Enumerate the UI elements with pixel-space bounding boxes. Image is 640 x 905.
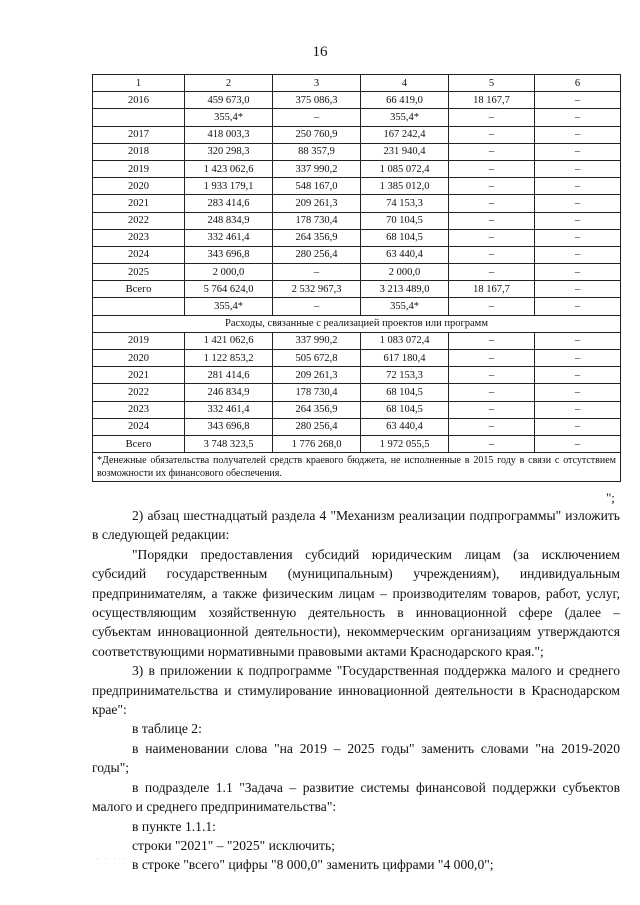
table-cell: 231 940,4 [361,143,449,160]
table-cell: 4 [361,75,449,92]
table-cell: 2 [185,75,273,92]
table-cell: – [535,92,621,109]
table-cell: – [535,401,621,418]
table-cell: 3 748 323,5 [185,435,273,452]
table-cell: 2024 [93,246,185,263]
paragraph-title-change: в наименовании слова "на 2019 – 2025 годы" заменить словами "на 2019-2020 годы"; [92,740,620,776]
table-cell: 355,4* [185,298,273,315]
table-cell: 18 167,7 [449,92,535,109]
table-cell: 2019 [93,160,185,177]
closing-quote: "; [606,490,615,505]
section-title: Расходы, связанные с реализацией проектов или программ [93,315,621,332]
table-cell: – [449,109,535,126]
table-cell: – [449,160,535,177]
scan-artifact: · · · · [96,855,127,864]
table-cell: 88 357,9 [273,143,361,160]
table-cell: – [449,126,535,143]
table-cell: 1 385 012,0 [361,178,449,195]
table-row [93,143,621,160]
table-row [93,401,621,418]
page-number: 16 [312,44,328,60]
table-cell: – [449,212,535,229]
table-cell: 355,4* [361,298,449,315]
table-cell: 1 423 062,6 [185,160,273,177]
table-cell: 1 421 062,6 [185,332,273,349]
table-cell: – [449,367,535,384]
table-cell: 63 440,4 [361,418,449,435]
table-cell: Всего [93,281,185,298]
table-cell: – [449,332,535,349]
table-cell: 264 356,9 [273,229,361,246]
table-cell: – [449,298,535,315]
table-cell: 459 673,0 [185,92,273,109]
table-cell: 283 414,6 [185,195,273,212]
table-cell: 18 167,7 [449,281,535,298]
table-cell: 355,4* [185,109,273,126]
table-row [93,384,621,401]
table-cell: 5 [449,75,535,92]
table-cell: 280 256,4 [273,418,361,435]
table-cell: 209 261,3 [273,367,361,384]
table-cell: 178 730,4 [273,212,361,229]
table-cell: 167 242,4 [361,126,449,143]
table-cell: – [535,160,621,177]
budget-table [92,74,621,482]
table-cell: 2020 [93,178,185,195]
table-cell: – [449,384,535,401]
paragraph-3: 3) в приложении к подпрограмме "Государственная поддержка малого и среднего предпринимательства и стимулирование инновационной деятельности в Краснодарском крае": [92,663,620,718]
table-cell: 337 990,2 [273,160,361,177]
table-cell: 1 776 268,0 [273,435,361,452]
table-row [93,212,621,229]
table-cell: 2022 [93,212,185,229]
amendment-text [92,506,620,875]
table-row [93,418,621,435]
table-row [93,246,621,263]
table-cell: 281 414,6 [185,367,273,384]
table-cell: 2 000,0 [361,264,449,281]
table-cell: 72 153,3 [361,367,449,384]
table-cell: 548 167,0 [273,178,361,195]
table-cell: 246 834,9 [185,384,273,401]
table-cell: – [449,350,535,367]
table-cell: 2016 [93,92,185,109]
table-cell: 2017 [93,126,185,143]
table-section-row [93,315,621,332]
table-cell: – [535,178,621,195]
table-cell: 250 760,9 [273,126,361,143]
table-cell: – [273,109,361,126]
footnote: *Денежные обязательства получателей средств краевого бюджета, не исполненные в 2015 году в связи с отсутствием возможности их финансового обеспечения. [93,453,621,482]
table-row [93,332,621,349]
table-row [93,109,621,126]
table-cell: 2025 [93,264,185,281]
table-cell: 343 696,8 [185,246,273,263]
table-row [93,298,621,315]
table-cell [93,109,185,126]
table-cell: – [449,246,535,263]
paragraph-2: 2) абзац шестнадцатый раздела 4 "Механизм реализации подпрограммы" изложить в следующей редакции: [92,508,620,543]
table-cell: – [535,384,621,401]
table-cell: 418 003,3 [185,126,273,143]
table-cell: 332 461,4 [185,401,273,418]
table-cell: 355,4* [361,109,449,126]
table-row [93,178,621,195]
table-cell [93,298,185,315]
table-cell: 343 696,8 [185,418,273,435]
table-cell: 2021 [93,195,185,212]
table-cell: 68 104,5 [361,384,449,401]
table-row [93,126,621,143]
paragraph-subsection: в подразделе 1.1 "Задача – развитие системы финансовой поддержки субъектов малого и среднего предпринимательства": [92,779,620,815]
table-cell: 2022 [93,384,185,401]
table-cell: 63 440,4 [361,246,449,263]
paragraph-total-change: в строке "всего" цифры "8 000,0" заменить цифрами "4 000,0"; [132,857,494,873]
paragraph-quote: "Порядки предоставления субсидий юридическим лицам (за исключением субсидий государственным (муниципальным) учреждениям), индивидуальным предпринимателям, а также физическим лицам – производителям товаров, работ, услуг, осуществляющим хозяйственную деятельность в инновационной сфере (далее – субъектам инновационной деятельности), некоммерческим организациям утверждаются соответствующими нормативными правовыми актами Краснодарского края."; [92,546,620,659]
table-cell: – [449,418,535,435]
table-cell: 2023 [93,229,185,246]
table-cell: – [449,178,535,195]
table-row [93,229,621,246]
table-cell: 3 213 489,0 [361,281,449,298]
budget-table-body [93,75,621,482]
table-cell: – [535,195,621,212]
table-cell: 2020 [93,350,185,367]
table-cell: – [535,212,621,229]
paragraph-table-2: в таблице 2: [132,721,202,737]
table-cell: – [535,418,621,435]
table-cell: 3 [273,75,361,92]
table-cell: 6 [535,75,621,92]
table-cell: 2023 [93,401,185,418]
table-cell: – [535,246,621,263]
table-cell: Всего [93,435,185,452]
table-cell: – [449,264,535,281]
paragraph-point: в пункте 1.1.1: [132,818,216,834]
table-cell: 68 104,5 [361,401,449,418]
table-cell: – [535,332,621,349]
table-cell: 248 834,9 [185,212,273,229]
table-row [93,435,621,452]
table-cell: – [535,143,621,160]
table-footnote-row [93,453,621,482]
table-cell: – [535,281,621,298]
table-cell: 66 419,0 [361,92,449,109]
table-cell: 1 085 072,4 [361,160,449,177]
table-row [93,367,621,384]
table-cell: 1 122 853,2 [185,350,273,367]
table-cell: 505 672,8 [273,350,361,367]
table-cell: 2018 [93,143,185,160]
table-cell: – [535,298,621,315]
table-cell: – [273,298,361,315]
table-cell: – [449,143,535,160]
table-row [93,350,621,367]
table-cell: – [273,264,361,281]
table-row [93,160,621,177]
table-header-row [93,75,621,92]
table-cell: 209 261,3 [273,195,361,212]
table-cell: – [535,264,621,281]
table-cell: – [449,229,535,246]
table-cell: 2019 [93,332,185,349]
table-cell: – [535,367,621,384]
table-cell: 264 356,9 [273,401,361,418]
table-cell: – [449,401,535,418]
table-row [93,281,621,298]
table-cell: 5 764 624,0 [185,281,273,298]
table-row [93,195,621,212]
paragraph-rows-exclude: строки "2021" – "2025" исключить; [132,837,335,853]
table-row [93,92,621,109]
table-cell: 1 083 072,4 [361,332,449,349]
table-cell: 617 180,4 [361,350,449,367]
table-cell: 2021 [93,367,185,384]
table-cell: 320 298,3 [185,143,273,160]
table-cell: – [535,109,621,126]
table-cell: 280 256,4 [273,246,361,263]
table-cell: – [535,126,621,143]
table-cell: – [535,229,621,246]
table-cell: – [535,435,621,452]
table-cell: 2024 [93,418,185,435]
table-row [93,264,621,281]
table-cell: 2 000,0 [185,264,273,281]
table-cell: 74 153,3 [361,195,449,212]
table-cell: – [449,435,535,452]
table-cell: 332 461,4 [185,229,273,246]
table-cell: 68 104,5 [361,229,449,246]
table-cell: 375 086,3 [273,92,361,109]
table-cell: 337 990,2 [273,332,361,349]
table-cell: 1 972 055,5 [361,435,449,452]
table-cell: 178 730,4 [273,384,361,401]
table-cell: 70 104,5 [361,212,449,229]
table-cell: 1 [93,75,185,92]
table-cell: 2 532 967,3 [273,281,361,298]
table-cell: – [449,195,535,212]
table-cell: – [535,350,621,367]
table-cell: 1 933 179,1 [185,178,273,195]
